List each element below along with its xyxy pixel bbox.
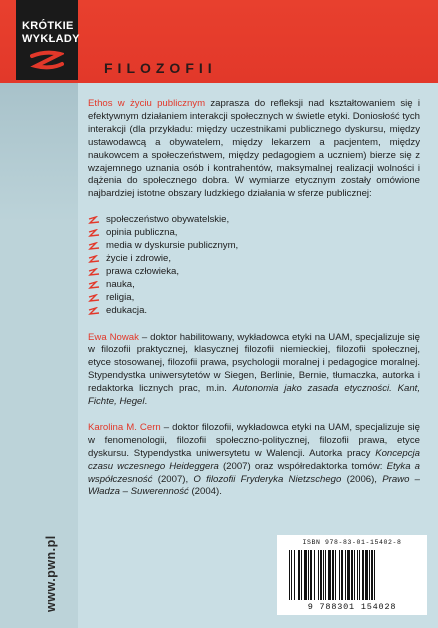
author-bio-end: . xyxy=(144,396,148,408)
barcode-bar xyxy=(301,550,302,600)
author-bio-1 xyxy=(88,332,420,409)
barcode-bar xyxy=(294,550,295,600)
topic-label: życie i zdrowie, xyxy=(106,252,172,264)
left-strip-gradient xyxy=(0,83,78,223)
bullet-icon xyxy=(88,268,100,277)
intro-text: zaprasza do refleksji nad kształtowaniem się i efektywnym działaniem interakcji społecznych w świetle etyki. Doniosłość tych interakcji (dla przykładu: między uczestnikami publicznego dyskursu, między ustawodawcą a obywatelem, między lekarzem a pacjentem, między naukowcem a społeczeństwem, między pedagogiem a uczniem) bierze się z wzajemnego uznania osób i kontrahentów, maksymalnej realizacji wolności i dążenia do społecznego dobra. W wymiarze etycznym zostały omówione najbardziej istotne obszary ludzkiego działania w sferze publicznej: xyxy=(88,98,420,200)
barcode-bar xyxy=(308,550,309,600)
barcode-bar xyxy=(339,550,340,600)
series-name-line2: WYKŁADY xyxy=(22,33,80,45)
list-item xyxy=(88,292,420,305)
barcode-bar xyxy=(369,550,370,600)
barcode-bar xyxy=(341,550,343,600)
author-name: Karolina M. Cern xyxy=(88,421,161,433)
list-item xyxy=(88,240,420,253)
author-bio-text: – doktor habilitowany, wykładowca etyki na UAM, specjalizuje się w filozofii praktycznej, klasycznej filozofii niemieckiej, filozofii społecznej, etyce stosowanej, filozofii prawa, psychologii moralnej i pedagogice moralnej. Stypendystka uniwersytetów w Siegen, Berlinie, Bernie, tłumaczka, autorka i redaktorka licznych prac, m.in. xyxy=(88,331,420,395)
author-work-title: O filozofii Fryderyka Nietzschego xyxy=(193,473,342,485)
topics-list xyxy=(88,214,420,317)
barcode-bar xyxy=(298,550,300,600)
author-bio-text: – doktor filozofii, wykładowca etyki na UAM, specjalizuje się w fenomenologii, filozofii społeczno-politycznej, filozofii prawa, etyce dyskursu. Stypendystka uniwersytetu w Walencji. Autorka pracy xyxy=(88,421,420,459)
left-strip xyxy=(0,83,78,628)
back-cover-text xyxy=(88,98,420,512)
bullet-icon xyxy=(88,294,100,303)
list-item xyxy=(88,305,420,318)
topic-label: opinia publiczna, xyxy=(106,227,178,239)
topic-label: media w dyskursie publicznym, xyxy=(106,240,239,252)
bullet-icon xyxy=(88,242,100,251)
author-work-title: Prawo – Władza – Suwerenność xyxy=(88,473,420,498)
series-subject: FILOZOFII xyxy=(104,60,217,76)
barcode-bar xyxy=(304,550,307,600)
barcode-digits: 9 788301 154028 xyxy=(307,602,397,612)
topic-label: edukacja. xyxy=(106,304,148,316)
series-name-line1: KRÓTKIE xyxy=(22,20,74,32)
barcode-bar xyxy=(318,550,319,600)
topic-label: prawa człowieka, xyxy=(106,265,180,277)
barcode-bar xyxy=(347,550,350,600)
barcode-panel xyxy=(277,535,427,615)
barcode-bar xyxy=(371,550,373,600)
barcode-bar xyxy=(357,550,358,600)
author-bio-2 xyxy=(88,422,420,499)
author-bio-text: (2007), xyxy=(152,473,194,485)
barcode-bar xyxy=(289,550,290,600)
author-bio-text: (2007) oraz współredaktorka tomów: xyxy=(218,460,387,472)
author-work-title: Etyka a współczesność xyxy=(88,460,420,485)
list-item xyxy=(88,266,420,279)
series-logo xyxy=(16,0,78,80)
barcode-bar xyxy=(314,550,315,600)
bullet-icon xyxy=(88,307,100,316)
barcode-bar xyxy=(345,550,346,600)
barcode-bar xyxy=(335,550,336,600)
barcode-bar xyxy=(310,550,312,600)
topic-label: nauka, xyxy=(106,278,135,290)
barcode-bar xyxy=(374,550,375,600)
barcode-bar xyxy=(365,550,368,600)
isbn-label: ISBN 978-83-01-15402-8 xyxy=(302,539,402,546)
bullet-icon xyxy=(88,229,100,238)
barcode-bar xyxy=(332,550,334,600)
bullet-icon xyxy=(88,281,100,290)
book-title: Ethos w życiu publicznym xyxy=(88,98,206,109)
swoosh-icon xyxy=(30,50,64,72)
topic-label: religia, xyxy=(106,291,135,303)
barcode-bar xyxy=(325,550,326,600)
publisher-url: www.pwn.pl xyxy=(44,535,58,612)
author-work-title: Koncepcja czasu wczesnego Heideggera xyxy=(88,447,420,472)
list-item xyxy=(88,253,420,266)
bullet-icon xyxy=(88,255,100,264)
barcode-bar xyxy=(328,550,331,600)
topic-label: społeczeństwo obywatelskie, xyxy=(106,214,230,226)
intro-paragraph xyxy=(88,98,420,201)
author-bio-text: (2006), xyxy=(341,473,383,485)
barcode-bar xyxy=(320,550,322,600)
list-item xyxy=(88,227,420,240)
barcode-bar xyxy=(362,550,364,600)
barcode-bar xyxy=(351,550,353,600)
list-item xyxy=(88,214,420,227)
barcode-icon xyxy=(287,550,417,602)
barcode-bar xyxy=(359,550,360,600)
barcode-bar xyxy=(354,550,355,600)
barcode-bar xyxy=(323,550,324,600)
author-bio-text: (2004). xyxy=(188,486,222,498)
bullet-icon xyxy=(88,216,100,225)
author-name: Ewa Nowak xyxy=(88,331,139,343)
barcode-bar xyxy=(291,550,292,600)
list-item xyxy=(88,279,420,292)
author-work-title: Autonomia jako zasada etyczności. Kant, Fichte, Hegel xyxy=(88,383,420,408)
